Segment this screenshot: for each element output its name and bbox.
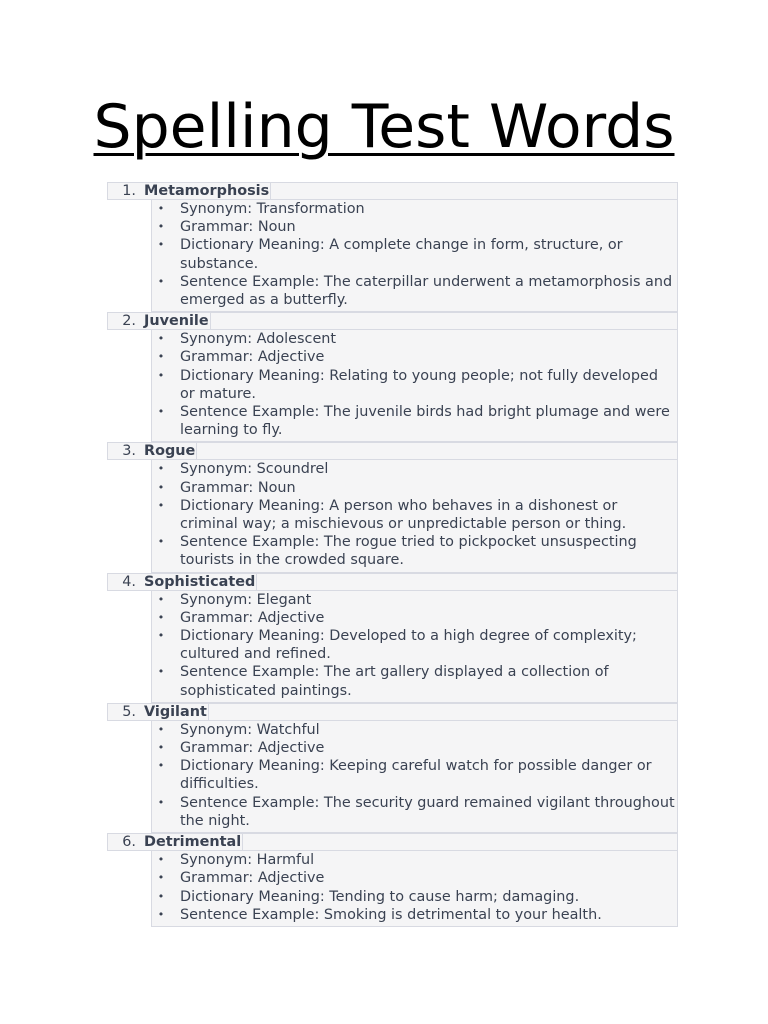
detail-text: Synonym: Adolescent xyxy=(180,331,337,348)
detail-item xyxy=(152,609,677,627)
detail-item xyxy=(152,663,677,699)
bullet-icon: • xyxy=(157,853,165,867)
word-term: Detrimental xyxy=(144,834,242,851)
word-number: 2. xyxy=(122,313,136,330)
bullet-icon: • xyxy=(157,665,165,679)
detail-item xyxy=(152,348,677,366)
detail-item xyxy=(152,403,677,439)
detail-text: Grammar: Adjective xyxy=(180,349,325,366)
bullet-icon: • xyxy=(157,274,165,288)
bullet-icon: • xyxy=(157,498,165,512)
word-entry xyxy=(107,833,678,927)
bullet-icon: • xyxy=(157,871,165,885)
bullet-icon: • xyxy=(157,741,165,755)
word-number: 1. xyxy=(122,183,136,199)
detail-item xyxy=(152,627,677,663)
detail-text: Grammar: Noun xyxy=(180,479,296,496)
detail-text: Grammar: Adjective xyxy=(180,740,325,757)
detail-item xyxy=(152,497,677,533)
word-details-list xyxy=(151,721,678,833)
detail-item xyxy=(152,479,677,497)
detail-text: Dictionary Meaning: Relating to young people; not fully developed or mature. xyxy=(180,367,658,402)
detail-text: Dictionary Meaning: Tending to cause harm; damaging. xyxy=(180,888,580,905)
detail-text: Sentence Example: Smoking is detrimental to your health. xyxy=(180,906,602,923)
detail-item xyxy=(152,273,677,309)
word-term: Metamorphosis xyxy=(144,183,270,199)
bullet-icon: • xyxy=(157,220,165,234)
bullet-icon: • xyxy=(157,202,165,215)
word-number: 4. xyxy=(122,573,136,590)
word-details-list xyxy=(151,330,678,442)
word-details-list xyxy=(151,200,678,312)
detail-text: Synonym: Scoundrel xyxy=(180,461,329,478)
bullet-icon: • xyxy=(157,480,165,494)
word-entry xyxy=(107,573,678,703)
word-details-list xyxy=(151,851,678,927)
detail-item xyxy=(152,869,677,887)
detail-item xyxy=(152,460,677,478)
detail-text: Dictionary Meaning: A complete change in form, structure, or substance. xyxy=(180,237,623,272)
bullet-icon: • xyxy=(157,405,165,419)
detail-item xyxy=(152,851,677,869)
bullet-icon: • xyxy=(157,535,165,549)
word-heading xyxy=(107,312,678,330)
word-term: Rogue xyxy=(144,443,196,460)
word-entry xyxy=(107,312,678,442)
page-title-text: Spelling Test Words xyxy=(93,92,675,162)
detail-item xyxy=(152,236,677,272)
detail-text: Sentence Example: The juvenile birds had bright plumage and were learning to fly. xyxy=(180,404,670,439)
word-heading xyxy=(107,833,678,851)
word-heading xyxy=(107,182,678,200)
word-term: Juvenile xyxy=(144,313,209,330)
detail-text: Grammar: Adjective xyxy=(180,870,325,887)
bullet-icon: • xyxy=(157,795,165,809)
detail-text: Synonym: Elegant xyxy=(180,591,312,608)
word-details-list xyxy=(151,591,678,703)
detail-text: Synonym: Watchful xyxy=(180,721,320,738)
detail-item xyxy=(152,888,677,906)
bullet-icon: • xyxy=(157,350,165,364)
word-heading xyxy=(107,573,678,591)
detail-text: Dictionary Meaning: Developed to a high degree of complexity; cultured and refined. xyxy=(180,628,637,663)
detail-item xyxy=(152,200,677,218)
bullet-icon: • xyxy=(157,368,165,382)
word-list xyxy=(107,182,678,927)
detail-item xyxy=(152,330,677,348)
detail-text: Sentence Example: The caterpillar underwent a metamorphosis and emerged as a butterfly. xyxy=(180,273,673,309)
word-heading xyxy=(107,703,678,721)
bullet-icon: • xyxy=(157,907,165,921)
word-details-list xyxy=(151,460,678,572)
detail-text: Dictionary Meaning: A person who behaves in a dishonest or criminal way; a mischievous or unpredictable person or thing. xyxy=(180,497,627,533)
bullet-icon: • xyxy=(157,592,165,606)
detail-item xyxy=(152,794,677,830)
detail-text: Grammar: Noun xyxy=(180,219,296,236)
word-term: Sophisticated xyxy=(144,573,256,590)
word-term: Vigilant xyxy=(144,703,207,720)
detail-text: Sentence Example: The security guard remained vigilant throughout the night. xyxy=(180,794,675,829)
word-entry xyxy=(107,703,678,833)
bullet-icon: • xyxy=(157,462,165,476)
bullet-icon: • xyxy=(157,610,165,624)
detail-item xyxy=(152,721,677,739)
bullet-icon: • xyxy=(157,759,165,773)
detail-item xyxy=(152,739,677,757)
word-number: 5. xyxy=(122,703,136,720)
detail-text: Sentence Example: The art gallery displayed a collection of sophisticated paintings. xyxy=(180,664,609,699)
bullet-icon: • xyxy=(157,889,165,903)
detail-item xyxy=(152,533,677,569)
detail-item xyxy=(152,367,677,403)
detail-item xyxy=(152,218,677,236)
word-entry xyxy=(107,182,678,312)
detail-text: Sentence Example: The rogue tried to pickpocket unsuspecting tourists in the crowded square. xyxy=(180,534,637,569)
detail-item xyxy=(152,906,677,924)
word-number: 6. xyxy=(122,834,136,851)
detail-item xyxy=(152,591,677,609)
detail-text: Synonym: Harmful xyxy=(180,852,315,869)
detail-text: Dictionary Meaning: Keeping careful watch for possible danger or difficulties. xyxy=(180,758,652,793)
detail-text: Grammar: Adjective xyxy=(180,609,325,626)
word-heading xyxy=(107,442,678,460)
bullet-icon: • xyxy=(157,238,165,252)
bullet-icon: • xyxy=(157,722,165,736)
bullet-icon: • xyxy=(157,332,165,346)
detail-text: Synonym: Transformation xyxy=(180,201,365,217)
word-number: 3. xyxy=(122,443,136,460)
detail-item xyxy=(152,757,677,793)
page-title xyxy=(0,92,768,162)
word-entry xyxy=(107,442,678,572)
bullet-icon: • xyxy=(157,629,165,643)
